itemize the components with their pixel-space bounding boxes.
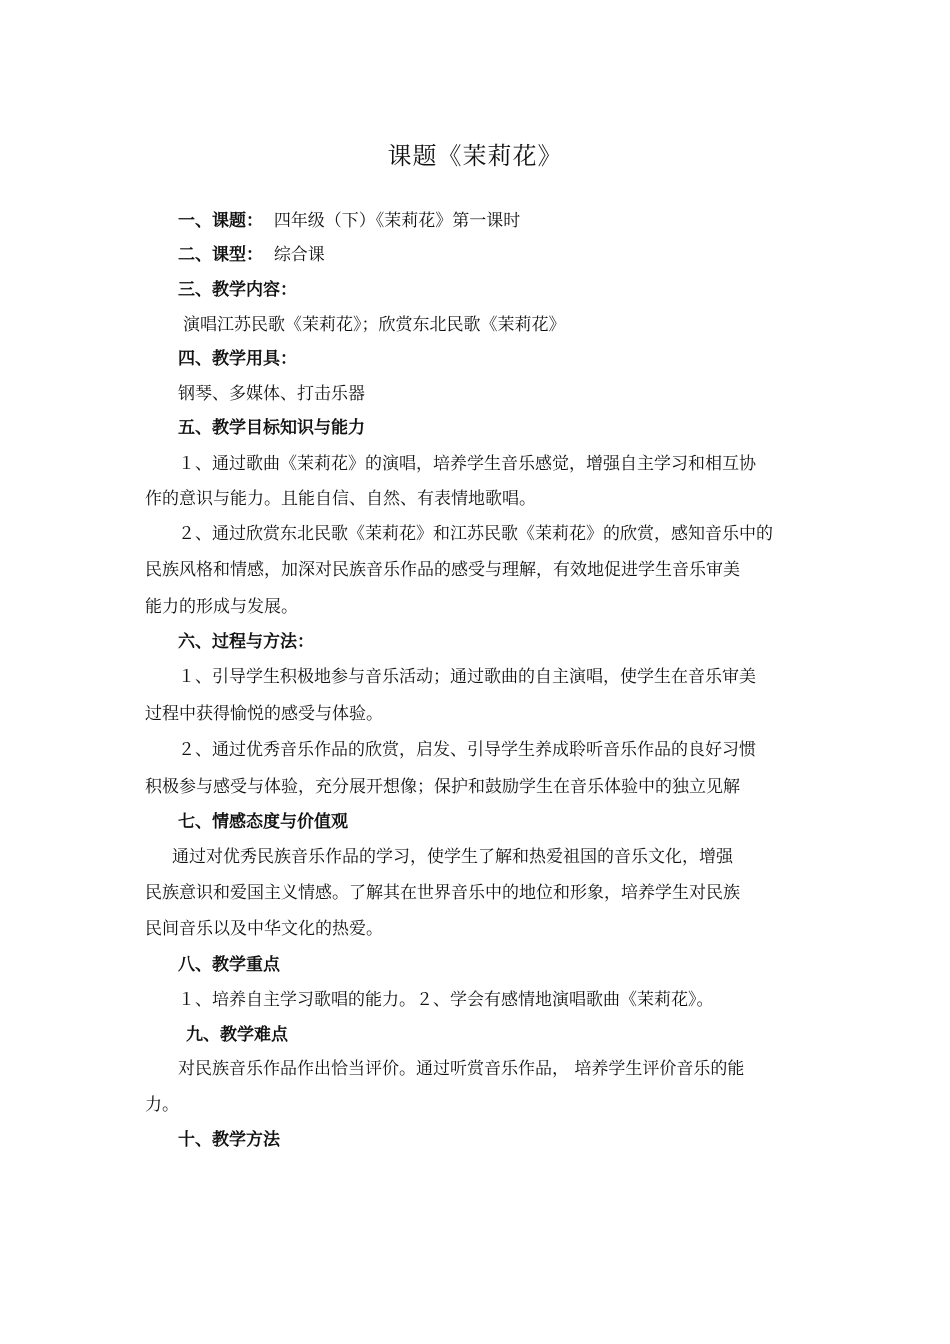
heading-content: 三、教学内容：: [178, 280, 297, 300]
paragraph-line: 民间音乐以及中华文化的热爱。: [145, 919, 383, 939]
paragraph-line: １、培养自主学习歌唱的能力。２、学会有感情地演唱歌曲《茉莉花》。: [178, 990, 714, 1010]
heading-goals: 五、教学目标知识与能力: [178, 418, 365, 438]
heading-tools: 四、教学用具：: [178, 349, 297, 369]
paragraph-line: 作的意识与能力。且能自信、自然、有表情地歌唱。: [145, 489, 536, 509]
heading-key-points: 八、教学重点: [178, 955, 280, 975]
paragraph-line: 能力的形成与发展。: [145, 597, 298, 617]
paragraph-line: 通过对优秀民族音乐作品的学习，使学生了解和热爱祖国的音乐文化，增强: [172, 847, 733, 867]
paragraph-line: 积极参与感受与体验，充分展开想像；保护和鼓励学生在音乐体验中的独立见解: [145, 777, 740, 797]
heading-attitude: 七、情感态度与价值观: [178, 812, 348, 832]
page-title: 课题《茉莉花》: [387, 142, 563, 170]
paragraph-line: 民族风格和情感，加深对民族音乐作品的感受与理解，有效地促进学生音乐审美: [145, 560, 740, 580]
heading-process: 六、过程与方法：: [178, 632, 314, 652]
paragraph-line: 对民族音乐作品作出恰当评价。通过听赏音乐作品， 培养学生评价音乐的能: [178, 1059, 745, 1079]
paragraph-line: １、引导学生积极地参与音乐活动；通过歌曲的自主演唱，使学生在音乐审美: [178, 667, 756, 687]
paragraph-line: １、通过歌曲《茉莉花》的演唱，培养学生音乐感觉，增强自主学习和相互协: [178, 454, 756, 474]
paragraph-line: 钢琴、多媒体、打击乐器: [178, 384, 365, 404]
heading-methods: 十、教学方法: [178, 1130, 280, 1150]
paragraph-line: 力。: [145, 1095, 179, 1115]
heading-topic: 一、课题： 四年级（下）《茉莉花》第一课时: [178, 211, 521, 231]
paragraph-line: ２、通过优秀音乐作品的欣赏，启发、引导学生养成聆听音乐作品的良好习惯: [178, 740, 756, 760]
paragraph-line: ２、通过欣赏东北民歌《茉莉花》和江苏民歌《茉莉花》的欣赏，感知音乐中的: [178, 524, 773, 544]
heading-lesson-type: 二、课型： 综合课: [178, 245, 325, 265]
paragraph-line: 民族意识和爱国主义情感。了解其在世界音乐中的地位和形象，培养学生对民族: [145, 883, 740, 903]
paragraph-line: 过程中获得愉悦的感受与体验。: [145, 704, 383, 724]
heading-difficulties: 九、教学难点: [186, 1025, 288, 1045]
paragraph-line: 演唱江苏民歌《茉莉花》；欣赏东北民歌《茉莉花》: [183, 315, 566, 335]
